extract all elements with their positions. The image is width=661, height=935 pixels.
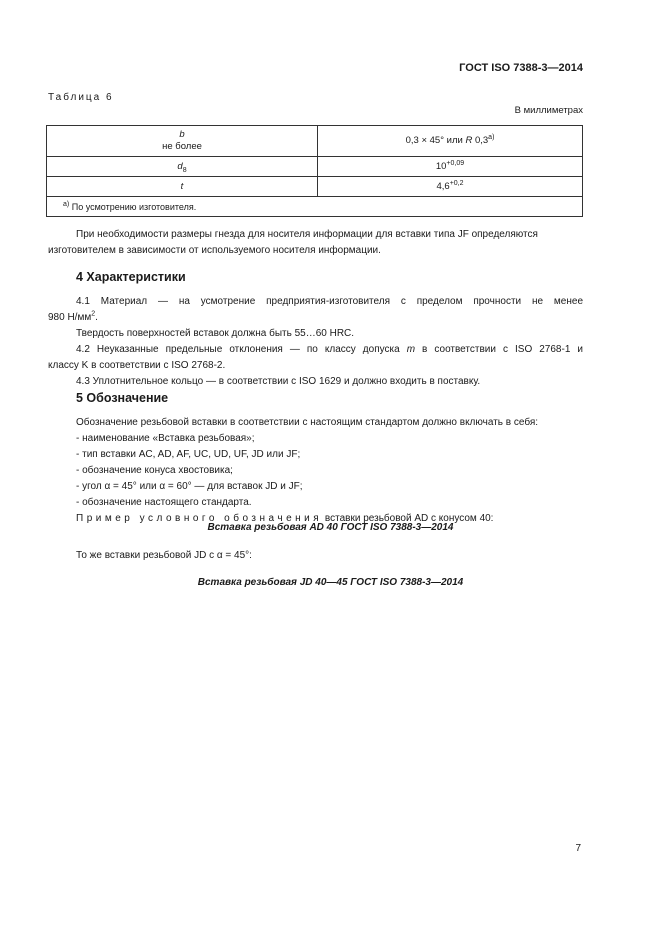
intro-paragraph: При необходимости размеры гнезда для носителя информации для вставки типа JF определяются изготовителем в зависимости от используемого носителя информации. — [48, 229, 538, 256]
list-item: - наименование «Вставка резьбовая»; — [76, 433, 255, 444]
list-item: - обозначение конуса хвостовика; — [76, 465, 233, 476]
page-number: 7 — [575, 843, 581, 854]
table-cell-value: $4,6^{+0,2}$ — [318, 177, 583, 197]
table-cell-param — [47, 126, 318, 157]
table-footnote-row — [47, 197, 583, 217]
example-label: Пример условного обозначения — [76, 513, 323, 524]
designation-example-2: Вставка резьбовая JD 40—45 ГОСТ ISO 7388-3—2014 — [197, 577, 464, 588]
document-header: ГОСТ ISO 7388-3—2014 — [459, 62, 583, 74]
section-5-heading: 5 Обозначение — [76, 391, 169, 405]
param-desc: не более — [162, 141, 202, 152]
same-designation-text: То же вставки резьбовой JD с α = 45°: — [76, 550, 252, 561]
table-cell-value: 0,3 × 45° или R 0,3$^{a)}$ — [318, 126, 583, 157]
section-4-heading: 4 Характеристики — [76, 270, 186, 284]
section-4-body: 4.1 Материал — на усмотрение предприятия-изготовителя с пределом прочности не менее 980 $Н/мм^2$. Твердость поверхностей вставок должна быть 55…60 HRC. 4.2 Неуказанные предельные отклонения — по классу допуска m в соответствии с ISO 2768-1 и классу K в соответствии с ISO 2768-2. 4.3 Уплотнительное кольцо — в соответствии с ISO 1629 и должно входить в поставку. — [48, 296, 583, 387]
section-5-body: Обозначение резьбовой вставки в соответствии с настоящим стандартом должно включать в себя: - наименование «Вставка резьбовая»; - тип вставки AC, AD, AF, UC, UD, UF, JD или JF; - обозначение конуса хвостовика; - угол α = 45° или α = 60° — для вставок JD и JF; - обозначение настоящего стандарта. Пример условного обозначения вставки резьбовой AD с конусом 40: — [48, 415, 583, 527]
table-6 — [46, 125, 583, 217]
table-cell-param: $d_8$ — [47, 157, 318, 177]
list-item: - угол α = 45° или α = 60° — для вставок JD и JF; — [76, 481, 303, 492]
designation-example-1: Вставка резьбовая AD 40 ГОСТ ISO 7388-3—2014 — [207, 522, 454, 533]
table-row — [47, 126, 583, 157]
list-item: - тип вставки AC, AD, AF, UC, UD, UF, JD или JF; — [76, 449, 301, 460]
table-cell-param: t — [47, 177, 318, 197]
table-units: В миллиметрах — [514, 105, 583, 116]
table-row — [47, 157, 583, 177]
list-item: - обозначение настоящего стандарта. — [76, 497, 252, 508]
table-label: Таблица 6 — [48, 92, 114, 103]
table-footnote: $^{a)}$ По усмотрению изготовителя. — [47, 197, 583, 217]
table-row — [47, 177, 583, 197]
param-symbol: b — [179, 129, 185, 140]
table-cell-value: $10^{+0,09}$ — [318, 157, 583, 177]
